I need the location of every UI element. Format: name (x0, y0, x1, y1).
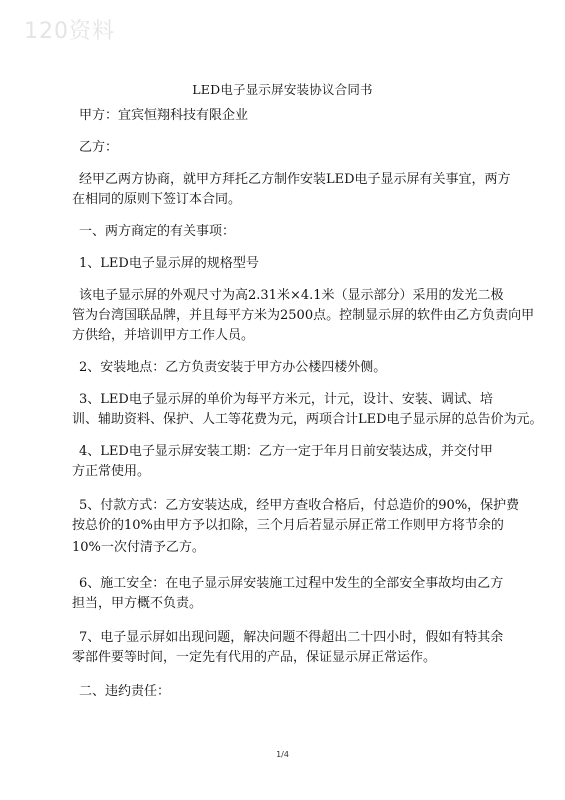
item-1-line-1: 该电子显示屏的外观尺寸为高2.31米×4.1米（显示部分）采用的发光二极 (79, 288, 504, 303)
item-6-line-1: 6、施工安全：在电子显示屏安装施工过程中发生的全部安全事故均由乙方 (79, 576, 504, 591)
party-b-line: 乙方： (79, 140, 119, 155)
watermark-logo: 120资料 (24, 19, 115, 44)
item-4-line-2: 方正常使用。 (72, 464, 151, 479)
item-1-line-3: 方供给，并培训甲方工作人员。 (72, 328, 255, 343)
item-6-line-2: 担当，甲方概不负责。 (72, 596, 203, 611)
item-3-line-2: 训、辅助资料、保护、人工等花费为元，两项合计LED电子显示屏的总告价为元。 (72, 412, 543, 427)
item-7-line-2: 零部件要等时间，一定先有代用的产品，保证显示屏正常运作。 (72, 650, 437, 665)
item-1-line-2: 管为台湾国联品牌，并且每平方米为2500点。控制显示屏的软件由乙方负责向甲 (72, 308, 535, 323)
page-number: 1/4 (276, 750, 289, 759)
item-3-line-1: 3、LED电子显示屏的单价为每平方米元，计元，设计、安装、调试、培 (79, 392, 493, 407)
section-2-heading: 二、违约责任： (79, 684, 171, 699)
section-1-heading: 一、两方商定的有关事项： (79, 224, 236, 239)
intro-line-2: 在相同的原则下签订本合同。 (72, 192, 242, 207)
document-title: LED电子显示屏安装协议合同书 (192, 82, 373, 97)
item-5-line-2: 按总价的10%由甲方予以扣除，三个月后若显示屏正常工作则甲方将节余的 (72, 518, 504, 533)
intro-line-1: 经甲乙两方协商，就甲方拜托乙方制作安装LED电子显示屏有关事宜，两方 (79, 172, 511, 187)
item-7-line-1: 7、电子显示屏如出现问题，解决问题不得超出二十四小时，假如有特其余 (79, 630, 504, 645)
item-1-heading: 1、LED电子显示屏的规格型号 (79, 256, 259, 271)
item-2-line: 2、安装地点：乙方负责安装于甲方办公楼四楼外侧。 (79, 360, 387, 375)
item-4-line-1: 4、LED电子显示屏安装工期：乙方一定于年月日前安装达成，并交付甲 (79, 444, 493, 459)
party-a-line: 甲方：宜宾恒翔科技有限企业 (79, 108, 249, 123)
item-5-line-3: 10%一次付清予乙方。 (72, 540, 205, 555)
item-5-line-1: 5、付款方式：乙方安装达成，经甲方查收合格后，付总造价的90%，保护费 (79, 498, 520, 513)
